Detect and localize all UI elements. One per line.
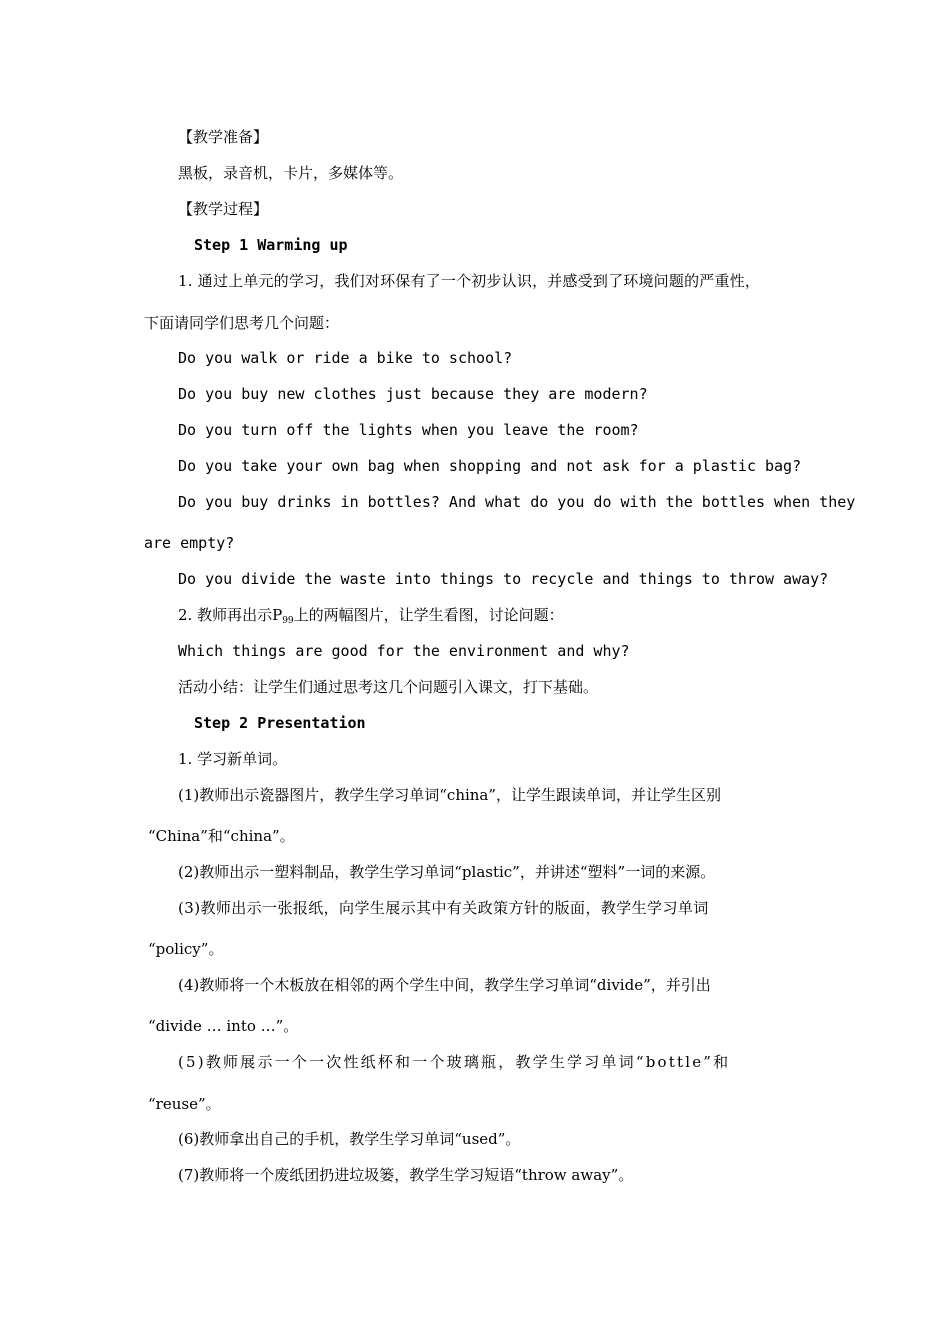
step2-line: “China”和“china”。: [148, 827, 295, 845]
step2-line: “divide … into …”。: [148, 1017, 299, 1035]
step2-line: (2)教师出示一塑料制品，教学生学习单词“plastic”，并讲述“塑料”一词的来源。: [178, 863, 716, 881]
heading-teaching-process: 【教学过程】: [178, 200, 269, 218]
step1-title: Step 1 Warming up: [194, 236, 348, 254]
step2-line: (6)教师拿出自己的手机，教学生学习单词“used”。: [178, 1130, 521, 1148]
step1-item2-suffix: 上的两幅图片，让学生看图，讨论问题：: [293, 606, 564, 624]
step2-line: “reuse”。: [148, 1095, 221, 1113]
step2-line: (4)教师将一个木板放在相邻的两个学生中间，教学生学习单词“divide”，并引出: [178, 976, 711, 994]
step1-item2-prefix: 2. 教师再出示P: [178, 606, 283, 624]
heading-teaching-preparation: 【教学准备】: [178, 128, 269, 146]
step2-line: (1)教师出示瓷器图片，教学生学习单词“china”，让学生跟读单词，并让学生区别: [178, 786, 722, 804]
step1-item1-line2: 下面请同学们思考几个问题：: [144, 314, 340, 332]
step1-item2: [178, 605, 564, 631]
page-number-subscript: 99: [282, 616, 294, 626]
preparation-items: 黑板，录音机，卡片，多媒体等。: [178, 164, 404, 182]
step2-line: “policy”。: [148, 940, 224, 958]
step2-line: (3)教师出示一张报纸，向学生展示其中有关政策方针的版面，教学生学习单词: [178, 899, 709, 917]
question-line: Do you buy drinks in bottles? And what do you do with the bottles when they: [178, 493, 856, 511]
question-line: Do you buy new clothes just because they are modern?: [178, 385, 648, 403]
question-line: are empty?: [144, 534, 235, 552]
step2-line: (5)教师展示一个一次性纸杯和一个玻璃瓶，教学生学习单词“bottle”和: [178, 1053, 731, 1071]
step2-line: (7)教师将一个废纸团扔进垃圾篓，教学生学习短语“throw away”。: [178, 1166, 634, 1184]
question-line: Do you divide the waste into things to recycle and things to throw away?: [178, 570, 829, 588]
step1-item2-question: Which things are good for the environment and why?: [178, 642, 630, 660]
question-line: Do you walk or ride a bike to school?: [178, 349, 513, 367]
step1-item1-line1: 1. 通过上单元的学习，我们对环保有了一个初步认识，并感受到了环境问题的严重性，: [178, 272, 761, 290]
step2-item1: 1. 学习新单词。: [178, 750, 288, 768]
question-line: Do you take your own bag when shopping and not ask for a plastic bag?: [178, 457, 802, 475]
step1-summary: 活动小结：让学生们通过思考这几个问题引入课文，打下基础。: [178, 678, 599, 696]
question-line: Do you turn off the lights when you leave the room?: [178, 421, 639, 439]
step2-title: Step 2 Presentation: [194, 714, 366, 732]
